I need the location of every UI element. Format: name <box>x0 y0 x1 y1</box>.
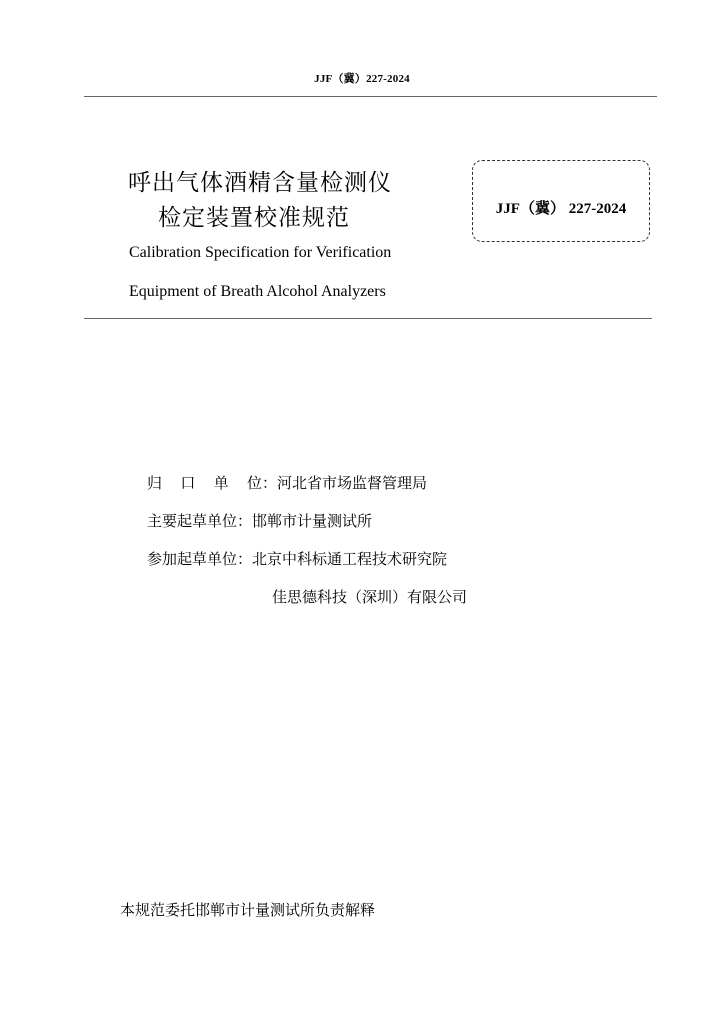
responsible-label-char: 口 <box>180 474 196 492</box>
main-drafter-value: 邯郸市计量测试所 <box>252 512 373 530</box>
interpretation-note: 本规范委托邯郸市计量测试所负责解释 <box>120 901 376 919</box>
responsible-label-char: 位 <box>246 474 262 492</box>
participating-drafter-row <box>147 548 447 569</box>
participating-drafter-value-1: 北京中科标通工程技术研究院 <box>252 550 448 568</box>
responsible-unit-row <box>147 472 427 493</box>
header-standard-code: JJF（冀）227-2024 <box>314 73 410 85</box>
title-cn-line2: 检定装置校准规范 <box>158 205 350 231</box>
main-drafter-label: 主要起草单位： <box>147 512 253 530</box>
standard-code-box <box>472 160 650 242</box>
responsible-unit-colon: ： <box>262 474 278 492</box>
title-cn-line1: 呼出气体酒精含量检测仪 <box>128 170 392 196</box>
responsible-unit-value: 河北省市场监督管理局 <box>277 474 428 492</box>
title-divider <box>84 318 652 319</box>
title-en-line2: Equipment of Breath Alcohol Analyzers <box>129 283 386 300</box>
participating-drafter-label: 参加起草单位： <box>147 550 253 568</box>
header-divider <box>84 96 657 97</box>
standard-code-box-text: JJF（冀） 227-2024 <box>495 201 627 217</box>
title-en-line1: Calibration Specification for Verification <box>129 244 392 261</box>
main-drafter-row <box>147 510 372 531</box>
responsible-unit-label <box>147 472 262 493</box>
responsible-label-char: 归 <box>147 474 163 492</box>
participating-drafter-value-2: 佳思德科技（深圳）有限公司 <box>272 588 468 606</box>
responsible-label-char: 单 <box>213 474 229 492</box>
